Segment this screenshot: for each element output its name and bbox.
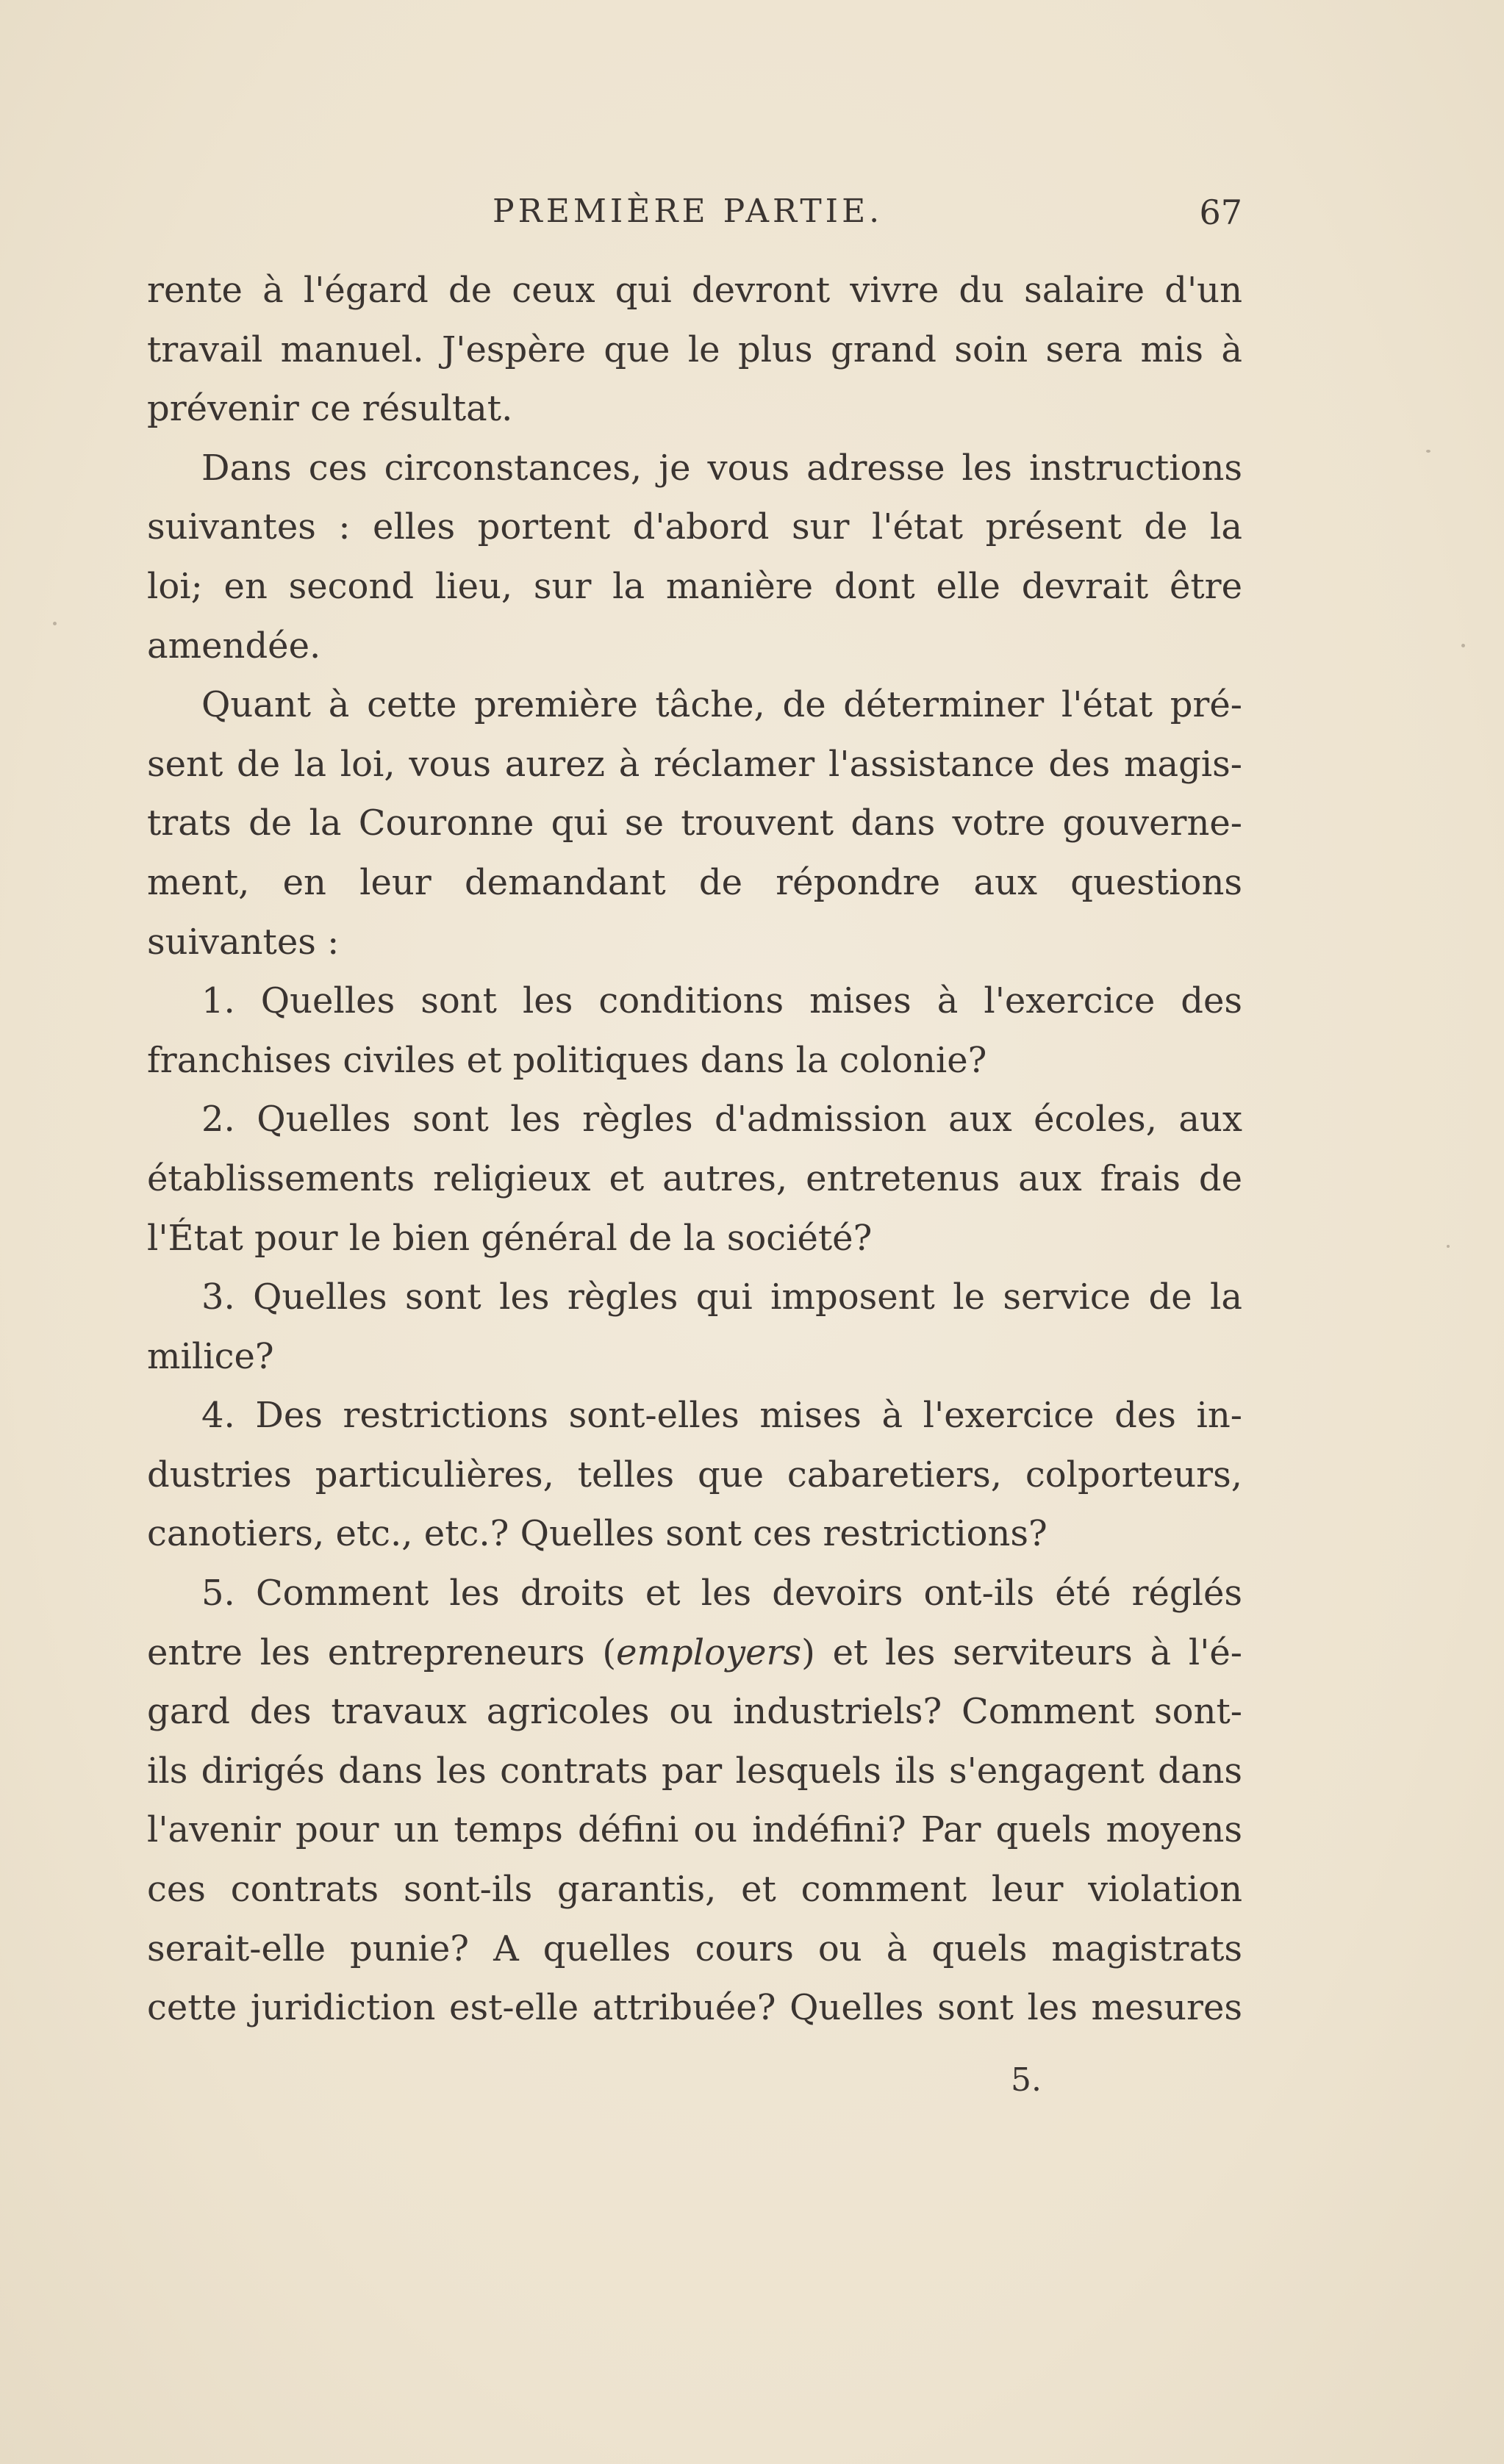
text-line: gard des travaux agricoles ou industriels? Comment sont- — [147, 1691, 1242, 1733]
text-line: ces contrats sont-ils garantis, et comment leur violation — [147, 1869, 1242, 1911]
text-line: rente à l'égard de ceux qui devront vivre du salaire d'un — [147, 270, 1242, 311]
text-line: dustries particulières, telles que cabaretiers, colporteurs, — [147, 1454, 1242, 1495]
paper-speck — [1426, 450, 1430, 453]
paper-speck — [1461, 644, 1465, 647]
text-line: prévenir ce résultat. — [147, 388, 513, 430]
text-line: cette juridiction est-elle attribuée? Quelles sont les mesures — [147, 1987, 1242, 2029]
text-line: franchises civiles et politiques dans la colonie? — [147, 1039, 987, 1081]
paper-speck — [1447, 1245, 1450, 1248]
text-line: 3. Quelles sont les règles qui imposent le service de la — [201, 1276, 1242, 1318]
text-line: serait-elle punie? A quelles cours ou à quels magistrats — [147, 1928, 1242, 1969]
text-line: sent de la loi, vous aurez à réclamer l'assistance des magis- — [147, 743, 1242, 785]
text-line: 2. Quelles sont les règles d'admission aux écoles, aux — [201, 1099, 1242, 1141]
text-line: loi; en second lieu, sur la manière dont elle devrait être — [147, 565, 1242, 607]
running-head — [147, 193, 1242, 237]
text-line: 5. Comment les droits et les devoirs ont-ils été réglés — [201, 1573, 1242, 1614]
text-line: Dans ces circonstances, je vous adresse les instructions — [201, 447, 1242, 489]
text-line: amendée. — [147, 625, 321, 667]
text-line: ment, en leur demandant de répondre aux questions — [147, 861, 1242, 903]
text-line: 4. Des restrictions sont-elles mises à l'exercice des in- — [201, 1395, 1242, 1437]
text-line: Quant à cette première tâche, de déterminer l'état pré- — [201, 684, 1242, 726]
text-line: trats de la Couronne qui se trouvent dans votre gouverne- — [147, 802, 1242, 844]
body-text — [147, 261, 1242, 2038]
text-line: suivantes : — [147, 921, 340, 963]
text-line: l'avenir pour un temps défini ou indéfini? Par quels moyens — [147, 1809, 1242, 1851]
text-line: l'État pour le bien général de la société? — [147, 1217, 873, 1259]
signature-mark: 5. — [1011, 2061, 1042, 2099]
text-line: entre les entrepreneurs (employers) et les serviteurs à l'é- — [147, 1631, 1242, 1673]
italic-term: employers — [616, 1631, 802, 1673]
paper-speck — [53, 622, 57, 625]
text-line: travail manuel. J'espère que le plus grand soin sera mis à — [147, 328, 1242, 370]
text-line: 1. Quelles sont les conditions mises à l'exercice des — [201, 980, 1242, 1022]
text-line: suivantes : elles portent d'abord sur l'état présent de la — [147, 506, 1242, 548]
running-title: PREMIÈRE PARTIE. — [493, 193, 884, 230]
text-line: canotiers, etc., etc.? Quelles sont ces restrictions? — [147, 1513, 1048, 1555]
text-line: milice? — [147, 1335, 274, 1377]
text-line: ils dirigés dans les contrats par lesquels ils s'engagent dans — [147, 1750, 1242, 1792]
text-line: établissements religieux et autres, entretenus aux frais de — [147, 1157, 1242, 1199]
page-number: 67 — [1199, 193, 1242, 232]
